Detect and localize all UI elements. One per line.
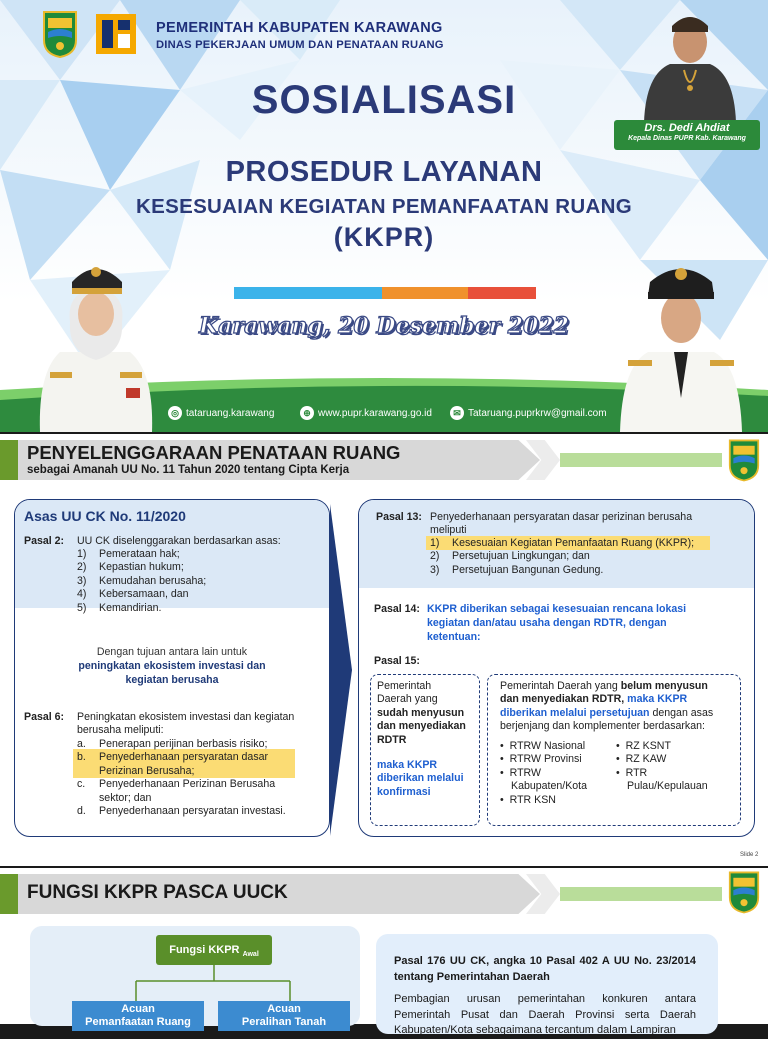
box-b-text: Pemerintah Daerah yang belum menyusun dan menyediakan RDTR, maka KKPR diberikan melalui persetujuan dengan asas berjenjang dan komplementer berdasarkan: [500, 680, 714, 733]
list-item: b. Penyederhanaan persyaratan dasar [77, 751, 269, 764]
slide-title [0, 0, 768, 432]
kabupaten-karawang-logo [728, 438, 760, 482]
pasal13-intro1: Penyederhanaan persyaratan dasar perizinan berusaha [430, 511, 693, 523]
email-link[interactable] [450, 406, 607, 420]
fungsi-kkpr-box: Fungsi KKPR $_{Awal}$ [156, 935, 272, 965]
box-b-col2 [616, 740, 708, 794]
pupr-logo [96, 14, 136, 54]
list-item: 3) Kemudahan berusaha; [77, 574, 207, 587]
official-photo-left [30, 252, 160, 432]
slide-penyelenggaraan [0, 434, 768, 866]
pasal13-label: Pasal 13: [376, 511, 422, 523]
tujuan-line2: peningkatan ekosistem investasi dan [78, 660, 266, 672]
pasal6-intro2: berusaha meliputi: [77, 724, 164, 736]
speaker-name-box [614, 120, 760, 150]
pasal14-label: Pasal 14: [374, 603, 420, 615]
slide2-title: PENYELENGGARAAN PENATAAN RUANG [27, 442, 401, 463]
slide-fungsi-kkpr [0, 868, 768, 1036]
pasal6-intro1: Peningkatan ekosistem investasi dan kegiatan [77, 711, 295, 723]
speaker-name: Drs. Dedi Ahdiat [644, 122, 730, 134]
title-kesesuaian: KESESUAIAN KEGIATAN PEMANFAATAN RUANG [136, 195, 632, 218]
website-link[interactable] [300, 406, 432, 420]
pasal2-label: Pasal 2: [24, 535, 65, 547]
pasal14-line1: KKPR diberikan sebagai kesesuaian rencana lokasi [427, 603, 687, 615]
list-item: c. Penyederhanaan Perizinan Berusaha [77, 778, 276, 791]
pasal-176-text: Pasal 176 UU CK, angka 10 Pasal 402 A UU No. 23/2014 tentang Pemerintahan Daerah Pembagian urusan pemerintahan konkuren antara Pemerintah Pusat dan Daerah Provinsi serta Daerah Kabupaten/Kota sebagaimana tercantum dalam Lampiran [394, 955, 696, 1036]
list-item: 2) Kepastian hukum; [77, 561, 184, 574]
list-item: • RTRW [500, 766, 541, 779]
title-bar-green-strip [560, 453, 722, 467]
list-item: 4) Kebersamaan, dan [77, 588, 189, 601]
email-address: Tataruang.puprkrw@gmail.com [468, 407, 607, 419]
website-url: www.pupr.karawang.go.id [318, 407, 432, 419]
department-name: DINAS PEKERJAAN UMUM DAN PENATAAN RUANG [156, 39, 444, 51]
list-item: Kabupaten/Kota [511, 780, 587, 793]
email-icon: ✉ [450, 406, 464, 420]
title-bar-green-strip [560, 887, 722, 901]
chevron-right-icon [330, 504, 352, 836]
kabupaten-karawang-logo [728, 870, 760, 914]
list-item: 2) Persetujuan Lingkungan; dan [430, 550, 590, 563]
pasal15-label: Pasal 15: [374, 655, 420, 667]
list-item: Pulau/Kepulauan [627, 780, 708, 793]
list-item: • RTR [616, 766, 648, 779]
list-item: • RZ KAW [616, 753, 667, 766]
heading-sosialisasi: SOSIALISASI [251, 78, 517, 122]
slide2-subtitle: sebagai Amanah UU No. 11 Tahun 2020 tentang Cipta Kerja [27, 464, 350, 476]
pasal13-list [430, 537, 694, 577]
acuan-pemanfaatan-box: Acuan Pemanfaatan Ruang [72, 1001, 204, 1031]
slide-number: Slide 2 [740, 852, 759, 858]
list-item: 1) Pemerataan hak; [77, 548, 180, 560]
box-a-text: Pemerintah Daerah yang sudah menyusun dan menyediakan RDTR maka KKPR diberikan melalui konfirmasi [377, 680, 466, 798]
tujuan-line3: kegiatan berusaha [125, 674, 219, 686]
pasal2-intro: UU CK diselenggarakan berdasarkan asas: [77, 535, 281, 547]
globe-icon: ⊕ [300, 406, 314, 420]
official-photo-right [614, 248, 748, 432]
list-item: • RTRW Nasional [500, 740, 586, 752]
diagram-connectors [130, 965, 330, 1005]
speaker-title: Kepala Dinas PUPR Kab. Karawang [628, 135, 746, 142]
instagram-handle: tataruang.karawang [186, 407, 275, 419]
pasal13-intro2: meliputi [430, 524, 467, 536]
color-accent-bar [234, 287, 536, 299]
list-item: 1) Kesesuaian Kegiatan Pemanfaatan Ruang (KKPR); [430, 537, 695, 549]
pasal2-list [77, 548, 206, 615]
list-item: 3) Persetujuan Bangunan Gedung. [430, 563, 604, 576]
title-bar-accent [0, 440, 18, 480]
asas-title: Asas UU CK No. 11/2020 [24, 508, 186, 524]
list-item: Perizinan Berusaha; [99, 764, 195, 777]
list-item: • RTRW Provinsi [500, 753, 582, 766]
pasal14-line3: ketentuan: [427, 631, 481, 643]
pasal14-line2: kegiatan dan/atau usaha dengan RDTR, dengan [427, 617, 667, 629]
acuan-peralihan-box: Acuan Peralihan Tanah [218, 1001, 350, 1031]
speaker-photo [640, 4, 740, 122]
instagram-link[interactable] [168, 406, 274, 420]
list-item: 5) Kemandirian. [77, 601, 162, 614]
slide3-title: FUNGSI KKPR PASCA UUCK [27, 882, 288, 903]
instagram-icon: ◎ [168, 406, 182, 420]
list-item: • RZ KSNT [616, 740, 671, 752]
government-name: PEMERINTAH KABUPATEN KARAWANG [156, 20, 443, 36]
tujuan-line1: Dengan tujuan antara lain untuk [96, 646, 248, 658]
list-item: d. Penyederhanaan persyaratan investasi. [77, 805, 286, 818]
title-kkpr: (KKPR) [333, 222, 435, 252]
list-item: a. Penerapan perijinan berbasis risiko; [77, 738, 268, 750]
list-item: • RTR KSN [500, 793, 556, 806]
event-date: Karawang, 20 Desember 2022 [199, 313, 569, 339]
title-prosedur: PROSEDUR LAYANAN [225, 156, 543, 188]
kabupaten-karawang-logo [42, 10, 78, 58]
box-b-col1 [500, 740, 587, 807]
list-item: sektor; dan [99, 791, 152, 804]
pasal6-list [77, 738, 286, 818]
title-bar-accent [0, 874, 18, 914]
pasal6-label: Pasal 6: [24, 711, 65, 723]
